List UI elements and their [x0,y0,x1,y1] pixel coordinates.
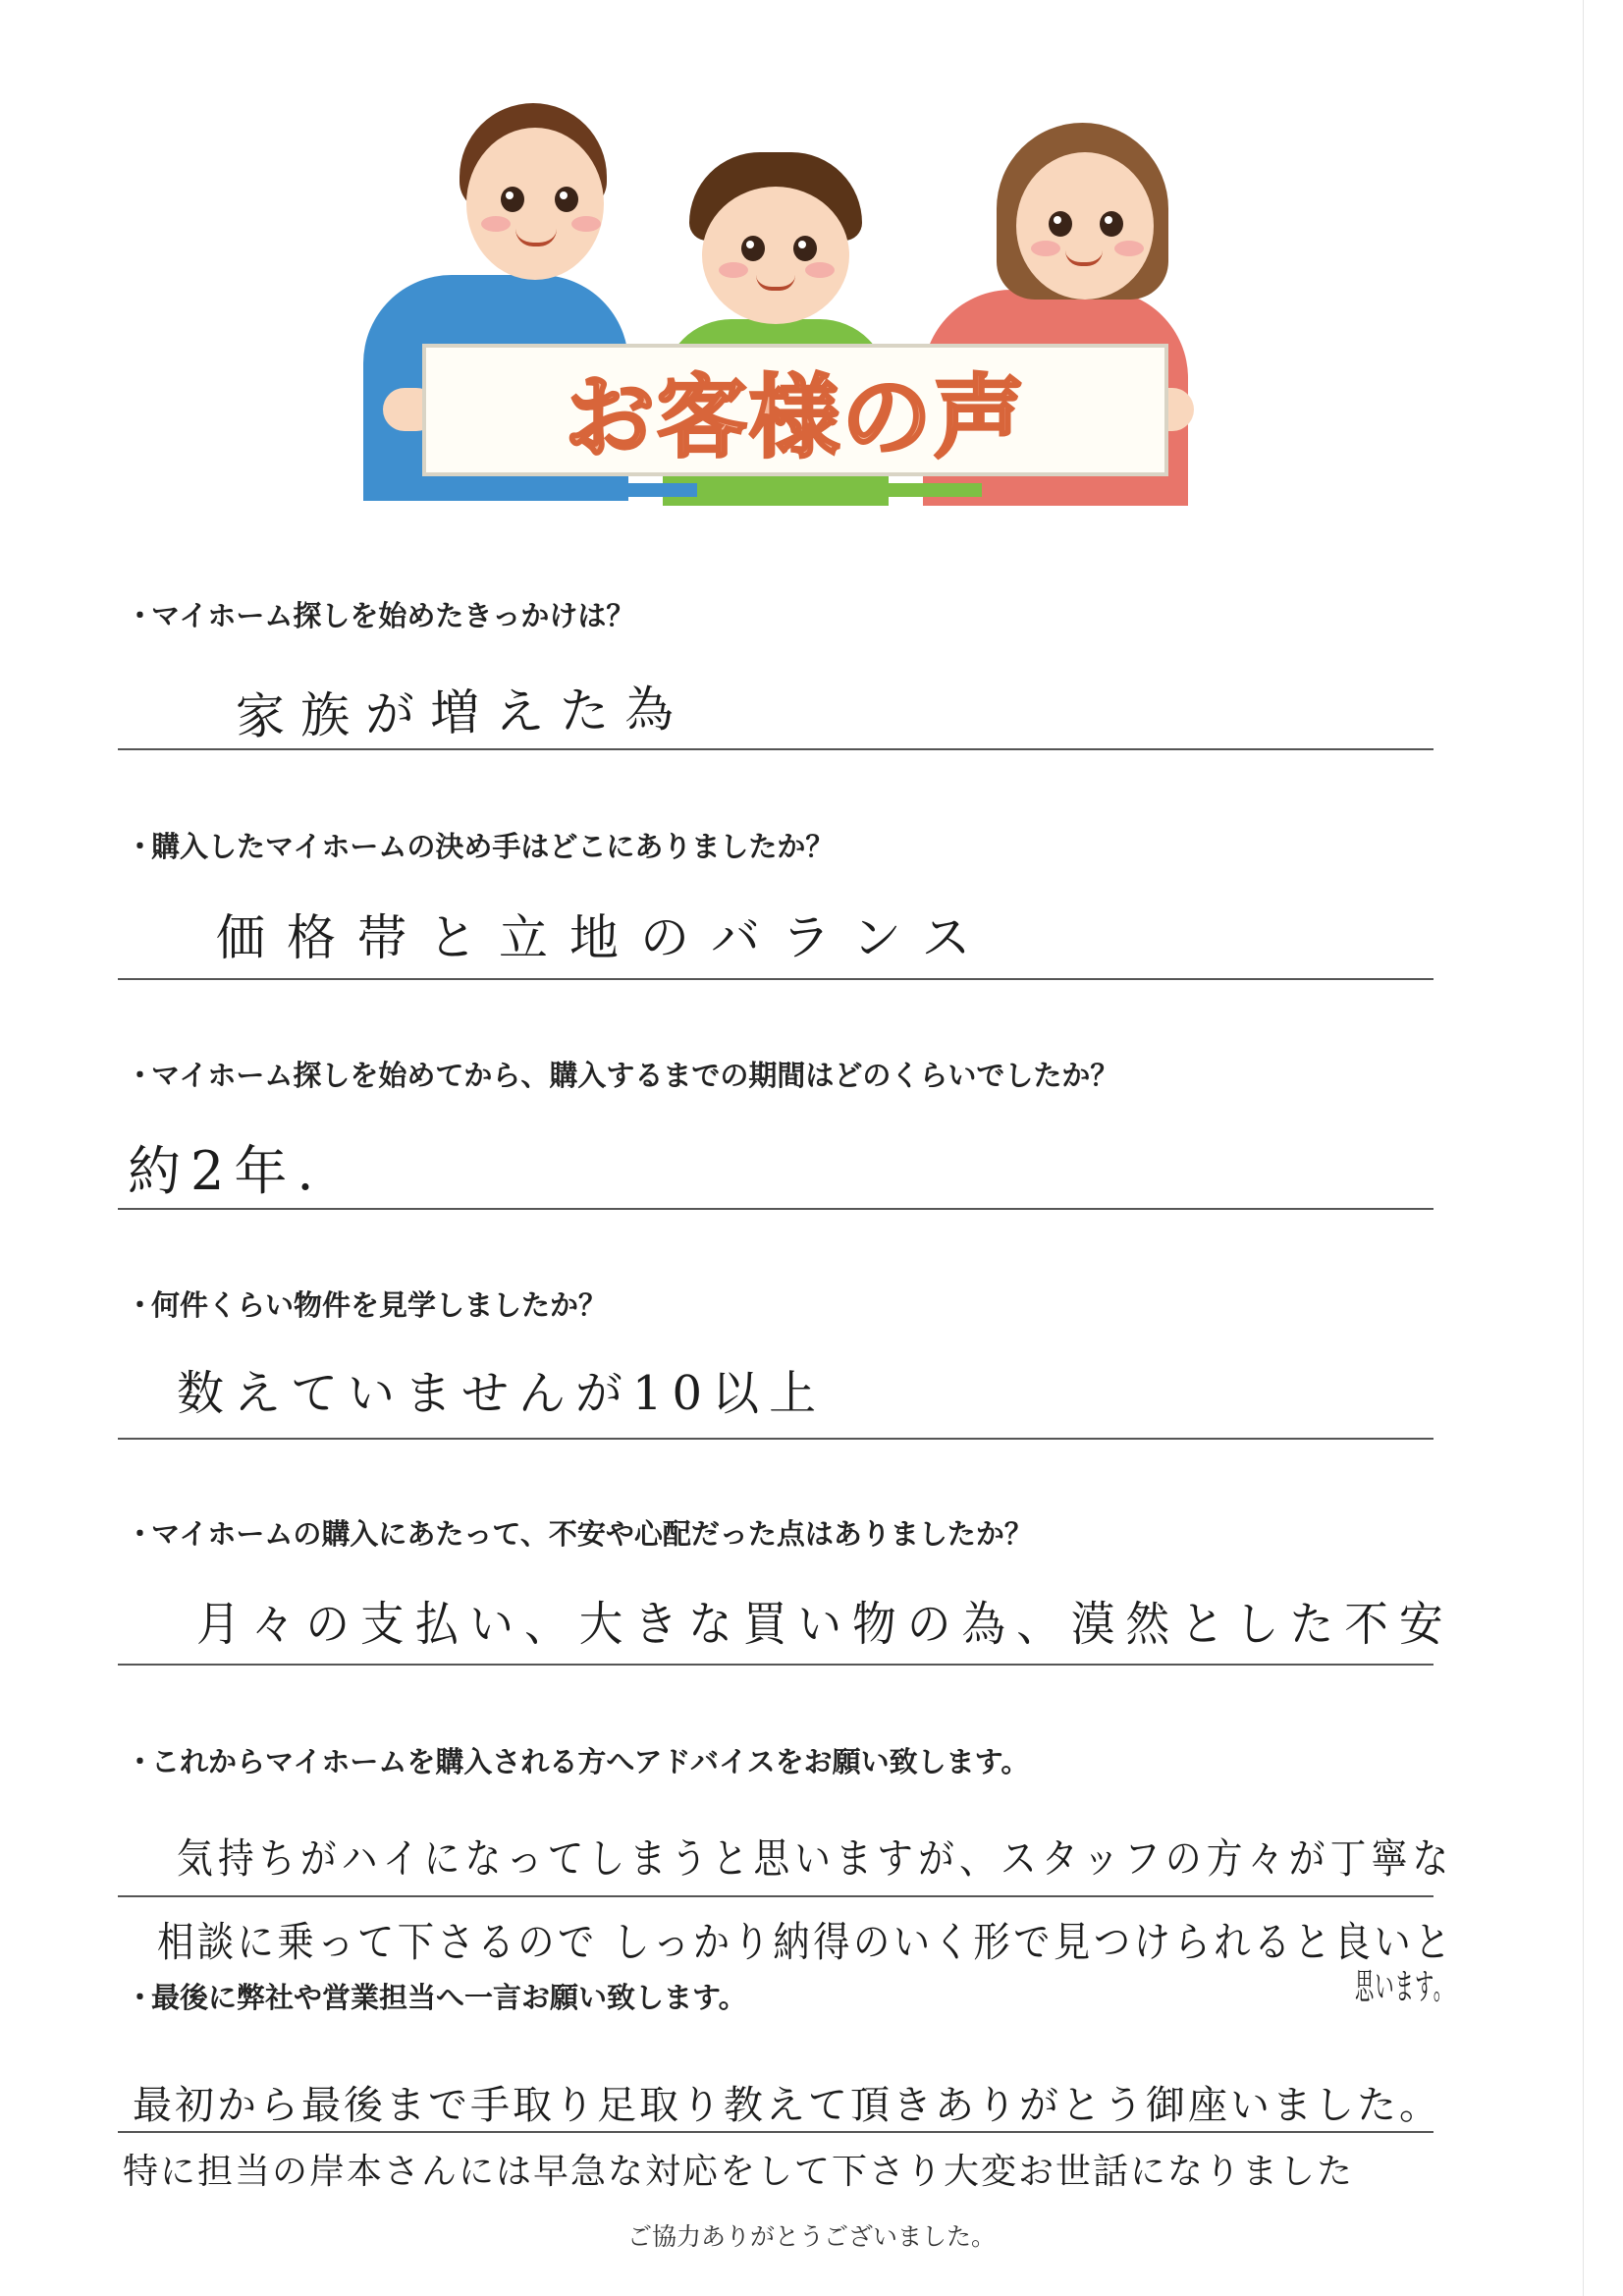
answer-3: 約2年. [128,1140,324,1202]
sign-bar-green [697,483,982,497]
answer-line-2 [118,978,1434,980]
sign-bar-blue [412,483,697,497]
answer-line-7a [118,2131,1434,2133]
answer-6-line-1: 気持ちがハイになってしまうと思いますが、スタッフの方々が丁寧な [177,1834,1454,1883]
answer-7-line-2: 特に担当の岸本さんには早急な対応をして下さり大変お世話になりました [123,2152,1355,2192]
question-2: ・購入したマイホームの決め手はどこにありましたか？ [126,830,835,863]
answer-4: 数えていませんが10以上 [177,1366,827,1421]
title-sign [422,344,1168,476]
child-face [702,187,849,324]
header-illustration [353,93,1237,506]
answer-2: 価格帯と立地のバランス [216,909,993,966]
answer-line-5 [118,1664,1434,1666]
question-3: ・マイホーム探しを始めてから、購入するまでの期間はどのくらいでしたか？ [126,1059,1119,1092]
question-1: ・マイホーム探しを始めたきっかけは？ [126,599,635,632]
question-7: ・最後に弊社や営業担当へ一言お願い致します。 [126,1981,747,2014]
answer-line-4 [118,1438,1434,1440]
page-edge [1583,0,1584,2296]
thanks-footer: ご協力ありがとうございました。 [626,2222,996,2251]
page-title: お客様の声 [564,364,1026,470]
answer-7-line-1: 最初から最後まで手取り足取り教えて頂きありがとう御座いました。 [133,2083,1441,2128]
answer-line-6a [118,1895,1434,1897]
answer-6-line-3: 思います。 [1355,1967,1454,2007]
answer-1: 家族が増えた為 [235,680,690,745]
question-4: ・何件くらい物件を見学しましたか？ [126,1288,608,1322]
answer-line-1 [118,748,1434,750]
question-6: ・これからマイホームを購入される方へアドバイスをお願い致します。 [126,1745,1030,1778]
answer-line-3 [118,1208,1434,1210]
question-5: ・マイホームの購入にあたって、不安や心配だった点はありましたか？ [126,1517,1033,1551]
sign-bar-red [982,483,1178,497]
answer-6-line-2: 相談に乗って下さるので しっかり納得のいく形で見つけられると良いと [157,1918,1455,1966]
mother-face [1016,152,1154,300]
father-face [466,128,604,280]
answer-5: 月々の支払い、大きな買い物の為、漠然とした不安 [196,1597,1454,1652]
